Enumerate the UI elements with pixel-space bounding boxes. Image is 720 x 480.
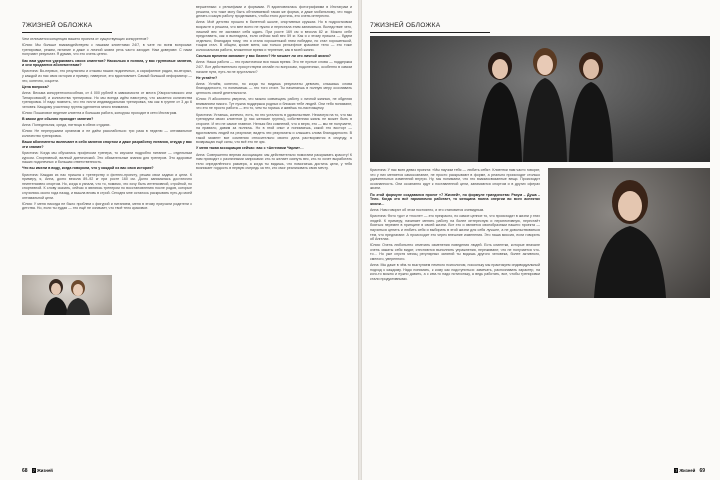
interview-paragraph: Анна: Устаём, конечно, но когда ты видишь результаты девочек, слышишь слова благодарности, то понимаешь — это того стоит. Ты начинаешь в полную меру осознавать ценность своей деятельности.	[196, 81, 352, 96]
interview-paragraph: Чем отличается концепция вашего проекта от существующих конкурентов?	[22, 37, 149, 41]
interview-question: Как вам удается удерживать своих клиентов? Насколько я поняла, у вас групповые занятия, и они продаются абонементами?	[22, 58, 192, 68]
interview-paragraph: Юлия: У меня никогда не было проблем с фигурой и питанием, меня в этому приучали родители с детства. Но, если ты худая — это ещё не означает, что твоё тело красивое.	[22, 201, 192, 211]
magazine-logo-badge: 7	[675, 468, 678, 473]
interview-question: Сколько времени занимает у вас бизнес? Не мешает ли это личной жизни?	[196, 54, 331, 59]
portrait-figure	[548, 168, 710, 298]
photo-group-three-women	[370, 36, 710, 162]
magazine-name: Жизней	[679, 468, 696, 473]
magazine-logo-badge: 7	[32, 468, 35, 473]
interview-paragraph: Анна: Совершенно верная ассоциация: мы действительно помогаем раскрывать красоту! К нам приходят с различными запросами: кто-то желает скинуть вес, кто-то хочет выработать тело определённого размера, а когда ты видишь, что помогаешь достичь цели, у тебя возникает гордость в первую очередь за тех, кто смог реализовать свою мечту.	[196, 152, 352, 171]
interview-paragraph: Юлия: Я абсолютно уверена, что можно совмещать работу с личной жизнью, не обделяя вниманием никого. Тут нужна поддержка родных и близких тебе людей. Они тебя понимают, что это не просто работа — это то, чем ты горишь и живёшь по-настоящему.	[196, 97, 352, 111]
interview-paragraph: Кристина: Устаешь, конечно, есть, но это усталость в удовольствие. Несмотря на то, что мы тренируем своих клиентов (у нас женские группы), собственная жизнь не может быть в стороне. И это не самое главное. Нельзя без сомнений, что я верю, это — мы не получаете, на правило, давим за полночь. Но в этой опыт и понимаешь, какой это восторг — вдохновлять людей на результат, видеть эти результаты и слышать слова благодарности. В такой момент все сомнения относительно своего дела растворяются в секунду, я возвращаю ещё силы, что всё это не зря.	[196, 112, 352, 145]
interview-question: В каком дне обычно проходят занятия?	[22, 117, 94, 122]
right-page	[362, 0, 720, 480]
group-photo-figures	[370, 36, 710, 162]
interview-paragraph: Кристина: Во-первых, это результаты и отзывы наших подопечных, а сарафанное радио, во-вторых, у каждой из нас своя история и пример, наверное, это вдохновляет. Самый большой информатор — это, конечно, соцсети.	[22, 69, 192, 83]
page-number: 69	[699, 468, 705, 474]
interview-paragraph: Кристина: У нас всех девиз проекта: «Мы научим тебя — любить себя». Клиентки нам часто говорят, что у них меняется самосознание, не просто раскрывают в форме, а реально происходят столько удивительных изменений внутри. Ну, мы понимаем, что это взаимосвязанные вещи. Происходит осознанность. Они осознанно идут к поставленной цели, занимаются спортом и в других сферах жизни.	[370, 168, 540, 191]
photo-duo-trainers	[22, 275, 112, 315]
interview-paragraph: Юлия: Пошаговое ведение клиента и большая работа, конкурсы проходят в сети Инстаграм.	[22, 110, 178, 115]
section-tag: 7ЖИЗНЕЙ ОБЛОЖКА	[22, 22, 93, 29]
right-article-column-1	[370, 168, 540, 460]
right-page-footer	[674, 468, 708, 474]
right-article-column-2	[548, 302, 710, 460]
interview-paragraph: Анна: Наша работа — это практически вся наша время. Это не пустые слова — поддержка 24/7. Вот действительно присутствуем онлайн по вопросам, подопечных, особенно в самом начале пути, путь ли не хрустально?	[196, 60, 352, 74]
magazine-name: Жизней	[36, 468, 53, 473]
left-page	[0, 0, 358, 480]
left-article-column-1	[22, 37, 192, 271]
interview-paragraph: Юлия: Не перегружаем организм и не даём расслабиться: три раза в неделю — оптимальное количество тренировок.	[22, 129, 192, 139]
left-article-column-2	[196, 5, 352, 460]
duo-photo-figures	[22, 275, 112, 315]
interview-paragraph: Кристина: Каждая из нас пришла к тренерству и фитнес-проекту, решая свои задачи и цели. К примеру, я, Анна, долго весила 89–92 кг при росте 160 см. Долго занималась достаточно неинтенсивно спортом. Но, когда я узнала, что то, помимо, что хочу быть интенсивной, стройной, но спортивной. К слову сказать, сейчас я являюсь тренером по восстановлению после родов, которые случились около года назад, и вышла вновь в строй. Сегодня мне осталось раскрывать путь до моей оптимальной цели.	[22, 172, 192, 200]
page-number: 68	[22, 468, 28, 474]
interview-question: У меня такая ассоциация сейчас: вас с «Ангелами Чарли»…	[196, 146, 304, 151]
photo-portrait-anna	[548, 168, 710, 298]
interview-paragraph: Анна: Мы даже в чём-то выступаем немного психологом, поскольку мы практикуем индивидуальный подход к каждому. Надо понимать, к кому как подступиться: замечать, распознавать характер, на кого-то можно и нужно давить, а с кем-то надо потихоньку, а ведь работать, все, чтобы тренировки стали продуктивными.	[370, 263, 540, 282]
interview-question: Ваши абонементы включают в себя занятия спортом и даже разработку питания, откуда у вас эти знания?	[22, 140, 192, 149]
interview-paragraph: Анна: Весьма конкурентоспособная, от 4 000 рублей в зависимости от места (Хворостовского или Тинарсовской) и количества тренировок. Но мы всегда идём навстречу, что касается количества тренировок. И надо помнить, что это почти индивидуальная тренировка, так как в группе от 3 до 6 человек. Каждому участнику группы уделяется много внимания.	[22, 90, 192, 109]
interview-question: Цена вопроса?	[22, 84, 49, 89]
interview-paragraph: Анна: Нам говорят об этом постоянно, и это становится очевидным.	[370, 207, 485, 212]
interview-question: По этой формуле создавался проект «7 Жизней», по формуле триединства: Разум – Душа – Тело. Когда это всё гармонично работает, то женщина полна энергии во всех аспектах жизни…	[370, 192, 540, 206]
interview-paragraph: Юлия: Очень любопытно отмечать изменения поведения людей. Есть клиентки, которые вначале очень зажаты себя видят, стесняются выполнить упражнения, переживают, что не получается что-то… Но уже спустя месяц регулярных занятий ты видишь другого человека, более активного, смелого, уверенного.	[370, 243, 540, 262]
interview-paragraph: вершенным: с рельефами и формами. Я вдохновлялась фотографиями в Инстаграм и решила, что тоже могу быть обтягиваемой такая же форма, и даже мобильному, что надо делать и какую работу проделывать, чтобы этого достичь, это очень интересно.	[196, 5, 352, 19]
interview-paragraph: Анна: Понедельник, среда, пятница в обеих студиях.	[22, 123, 111, 128]
interview-paragraph: Кристина: Когда мы обучались профессии тренера, то изучали подробно питание — отдельным курсом. Спортивный, вилный диетический. Это обязательные знания для тренеров. Это здоровье наших подопечных и большая ответственность.	[22, 151, 192, 165]
interview-paragraph: Юлия: Мы больше взаимодействуем с нашими клиентами 24/7, в чате по всем вопросам: тренировки, режим, питание и даже о личной жизни речь часто заходит. Нам доверяют. С нами получают результат. Я думаю, что это очень ценно.	[22, 43, 192, 57]
interview-paragraph: Кристина: Фото «до» и «после» — это прекрасно, но самое ценное то, что происходит в жизни у этих людей. К примеру, начинает менять работу на более интересную и перспективную, перестаёт бояться перемен в принципе в своей жизни. Вот это и является своеобразным нашего проекта — научиться ценить и любить себя и выбирать в этой жизни для себя лучшее, а не довольствоваться тем, что предлагают. А происходит это через внешние изменения. Это наша миссия, если говорить об Ангелах.	[370, 214, 540, 242]
section-tag-rule	[370, 32, 490, 33]
section-tag-rule	[22, 32, 112, 33]
left-page-footer	[22, 468, 53, 474]
interview-question: Что вы имели в виду, когда говорили, что у каждой из вас своя история?	[22, 166, 154, 171]
section-tag: 7ЖИЗНЕЙ ОБЛОЖКА	[370, 22, 441, 29]
interview-question: Не устаёте?	[196, 75, 218, 80]
interview-paragraph: Анна: Моё детство прошло в балетной школе, спортивных кружках. Но в подростковом возрасте я решила, что мне всего не нужно и перестала этим заниматься. Вследствие чего, лишний вес не заставил себя ждать. При росте 169 см я весила 82 кг. Можно себе представить, как я выглядела, если сейчас мой вес 59 кг. Как я к этому пришла — будем отдельно, благодаря тому, что я стала хорошенькой этим победим, но стал хорошенькой, тощим стал. В общем, кроме меня, как только рельефное красивое тело — это тоже колоссальная работа, вложенное время и терпение, как в моей жизни.	[196, 20, 352, 52]
